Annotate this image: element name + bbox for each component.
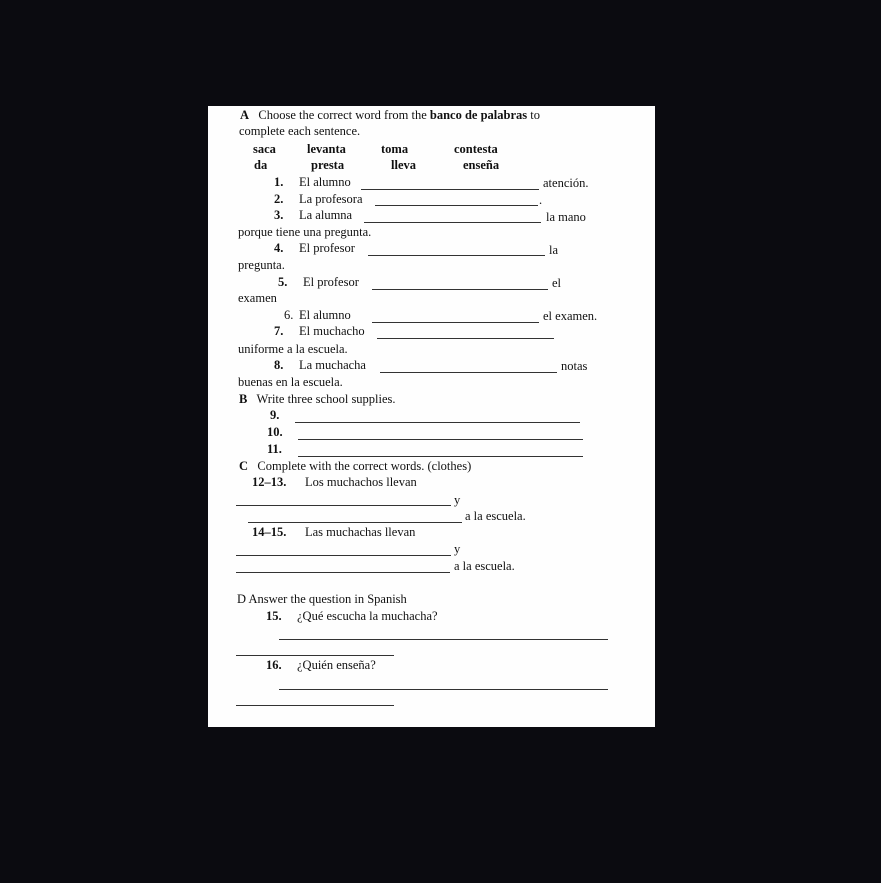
supply-blank[interactable] bbox=[298, 456, 583, 457]
section-b-instruction bbox=[239, 391, 396, 408]
item-text: La profesora bbox=[299, 192, 363, 206]
answer-blank[interactable] bbox=[380, 372, 557, 373]
item-text: El alumno bbox=[299, 308, 351, 322]
item-after: notas bbox=[561, 359, 588, 373]
answer-blank[interactable] bbox=[372, 289, 548, 290]
item-number: 8. bbox=[274, 358, 284, 372]
item-number: 6. bbox=[284, 308, 294, 322]
supply-number: 9. bbox=[270, 408, 280, 422]
section-b-letter: B bbox=[239, 392, 248, 406]
item-number: 2. bbox=[274, 192, 284, 206]
worksheet-page bbox=[208, 106, 655, 727]
supply-blank[interactable] bbox=[298, 439, 583, 440]
word-bank-item: da bbox=[254, 158, 268, 172]
section-a-instruction-line2: complete each sentence. bbox=[239, 124, 361, 138]
item-continuation: buenas en la escuela. bbox=[238, 375, 343, 389]
item-continuation: pregunta. bbox=[238, 258, 285, 272]
section-c-letter: C bbox=[239, 459, 249, 473]
section-c-instruction bbox=[239, 458, 471, 475]
clothes-text: Las muchachas llevan bbox=[305, 525, 416, 539]
answer-blank[interactable] bbox=[361, 189, 539, 190]
item-text: El alumno bbox=[299, 175, 351, 189]
item-number: 1. bbox=[274, 175, 284, 189]
item-text: El profesor bbox=[303, 275, 359, 289]
section-c-text: Complete with the correct words. (clothes) bbox=[257, 459, 472, 473]
item-after: la mano bbox=[546, 210, 586, 224]
item-number: 4. bbox=[274, 241, 284, 255]
question-number: 16. bbox=[266, 658, 282, 672]
item-number: 3. bbox=[274, 208, 284, 222]
section-d-instruction: D Answer the question in Spanish bbox=[237, 592, 407, 606]
answer-blank[interactable] bbox=[279, 689, 608, 690]
section-b-text: Write three school supplies. bbox=[256, 392, 396, 406]
section-a-instruction bbox=[240, 107, 540, 124]
word-bank-item: levanta bbox=[307, 142, 346, 156]
answer-blank[interactable] bbox=[364, 222, 541, 223]
word-bank-item: contesta bbox=[454, 142, 498, 156]
item-continuation: porque tiene una pregunta. bbox=[238, 225, 372, 239]
item-continuation: examen bbox=[238, 291, 277, 305]
instruction-bold: banco de palabras bbox=[429, 108, 528, 122]
question-text: ¿Quién enseña? bbox=[297, 658, 376, 672]
answer-blank[interactable] bbox=[377, 338, 554, 339]
answer-blank[interactable] bbox=[279, 639, 608, 640]
supply-number: 11. bbox=[267, 442, 282, 456]
item-number: 5. bbox=[278, 275, 288, 289]
question-number: 15. bbox=[266, 609, 282, 623]
item-text: El profesor bbox=[299, 241, 355, 255]
clothes-text: Los muchachos llevan bbox=[305, 475, 417, 489]
answer-blank[interactable] bbox=[372, 322, 539, 323]
supply-blank[interactable] bbox=[295, 422, 580, 423]
item-text: La muchacha bbox=[299, 358, 366, 372]
supply-number: 10. bbox=[267, 425, 283, 439]
word-bank-item: toma bbox=[381, 142, 409, 156]
word-bank-item: presta bbox=[311, 158, 345, 172]
clothes-y: y bbox=[454, 542, 461, 556]
clothes-blank[interactable] bbox=[248, 522, 462, 523]
answer-blank[interactable] bbox=[236, 705, 394, 706]
item-after: el bbox=[552, 276, 562, 290]
word-bank-item: saca bbox=[253, 142, 276, 156]
item-after: la bbox=[549, 243, 559, 257]
clothes-number: 14–15. bbox=[252, 525, 287, 539]
section-a-letter: A bbox=[240, 108, 250, 122]
item-continuation: uniforme a la escuela. bbox=[238, 342, 348, 356]
answer-blank[interactable] bbox=[236, 655, 394, 656]
clothes-y: y bbox=[454, 493, 461, 507]
instruction-pre: Choose the correct word from the bbox=[258, 108, 430, 122]
clothes-blank[interactable] bbox=[236, 555, 451, 556]
word-bank-item: lleva bbox=[391, 158, 416, 172]
item-after: el examen. bbox=[543, 309, 598, 323]
word-bank-item: enseña bbox=[463, 158, 500, 172]
item-after: atención. bbox=[543, 176, 589, 190]
clothes-blank[interactable] bbox=[236, 505, 451, 506]
item-text: La alumna bbox=[299, 208, 353, 222]
answer-blank[interactable] bbox=[368, 255, 545, 256]
clothes-number: 12–13. bbox=[252, 475, 287, 489]
instruction-post: to bbox=[527, 108, 540, 122]
clothes-blank[interactable] bbox=[236, 572, 450, 573]
clothes-end: a la escuela. bbox=[454, 559, 515, 573]
item-text: El muchacho bbox=[299, 324, 365, 338]
question-text: ¿Qué escucha la muchacha? bbox=[297, 609, 438, 623]
item-after: . bbox=[539, 193, 543, 207]
item-number: 7. bbox=[274, 324, 284, 338]
answer-blank[interactable] bbox=[375, 205, 538, 206]
clothes-end: a la escuela. bbox=[465, 509, 526, 523]
